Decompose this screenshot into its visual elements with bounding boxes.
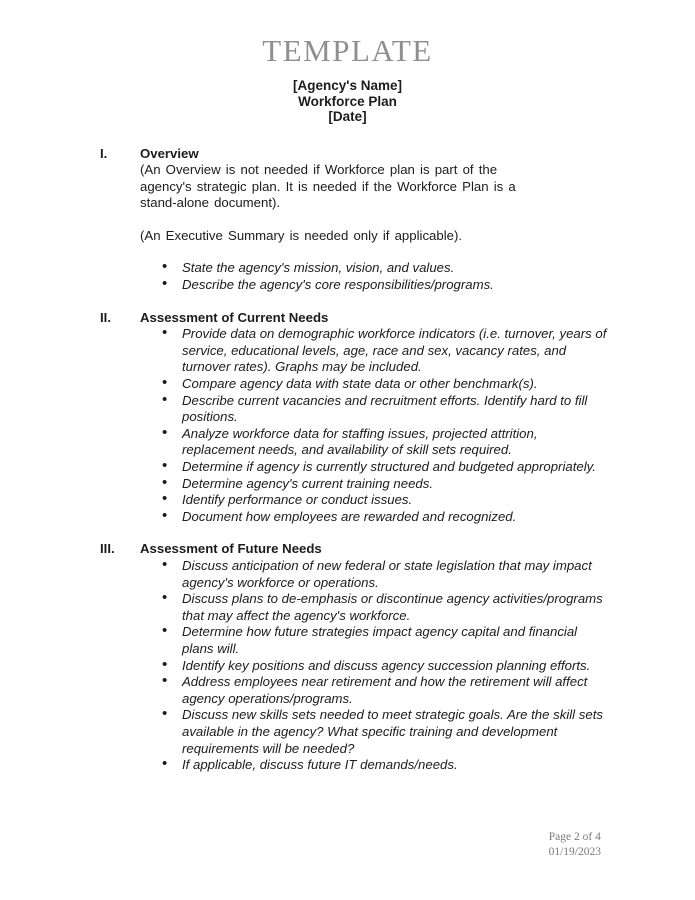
template-watermark: TEMPLATE bbox=[262, 33, 433, 68]
bullet-item: • Provide data on demographic workforce indicators (i.e. turnover, years of service, educational levels, age, race and sex, vacancy rates, and turnover rates). Graphs may be included. bbox=[160, 326, 612, 376]
document-section bbox=[100, 541, 620, 773]
bullet-item: • Describe current vacancies and recruitment efforts. Identify hard to fill positions. bbox=[160, 393, 612, 426]
bullet-item: • Address employees near retirement and how the retirement will affect agency operations/programs. bbox=[160, 674, 612, 707]
section-paragraph: (An Overview is not needed if Workforce plan is part of the agency's strategic plan. It is needed if the Workforce Plan is a stand-alone document). bbox=[140, 162, 516, 211]
doc-title-plan-name: Workforce Plan bbox=[298, 93, 397, 109]
section-heading: Assessment of Current Needs bbox=[140, 309, 329, 325]
section-body bbox=[100, 162, 620, 294]
bullet-list bbox=[100, 558, 620, 774]
bullet-list bbox=[100, 326, 620, 525]
bullet-list bbox=[100, 260, 620, 293]
bullet-item: • Compare agency data with state data or other benchmark(s). bbox=[160, 376, 612, 393]
bullet-item: • Determine if agency is currently structured and budgeted appropriately. bbox=[160, 459, 612, 476]
bullet-item: • Determine agency's current training needs. bbox=[160, 476, 612, 493]
doc-title-block bbox=[0, 78, 695, 125]
section-body bbox=[100, 326, 620, 525]
section-heading: Overview bbox=[140, 145, 199, 161]
bullet-item: • If applicable, discuss future IT demands/needs. bbox=[160, 757, 612, 774]
doc-title-date: [Date] bbox=[328, 109, 367, 124]
document-body bbox=[100, 146, 620, 774]
bullet-item: • Identify performance or conduct issues. bbox=[160, 492, 612, 509]
bullet-item: • Discuss anticipation of new federal or state legislation that may impact agency's workforce or operations. bbox=[160, 558, 612, 591]
bullet-item: • Identify key positions and discuss agency succession planning efforts. bbox=[160, 658, 612, 675]
section-paragraph: (An Executive Summary is needed only if applicable). bbox=[140, 227, 463, 243]
section-heading-row bbox=[100, 146, 620, 163]
bullet-item: • Discuss plans to de-emphasis or discontinue agency activities/programs that may affect the agency's workforce. bbox=[160, 591, 612, 624]
document-section bbox=[100, 146, 620, 294]
section-numeral: III. bbox=[100, 541, 115, 557]
section-heading-row bbox=[100, 310, 620, 327]
bullet-item: • Describe the agency's core responsibilities/programs. bbox=[160, 277, 612, 294]
bullet-item: • Document how employees are rewarded and recognized. bbox=[160, 509, 612, 526]
bullet-item: • Analyze workforce data for staffing issues, projected attrition, replacement needs, and availability of skill sets required. bbox=[160, 426, 612, 459]
section-heading: Assessment of Future Needs bbox=[140, 541, 322, 557]
section-heading-row bbox=[100, 541, 620, 558]
section-numeral: I. bbox=[100, 145, 108, 161]
page-footer bbox=[549, 830, 601, 860]
doc-title-agency-name: [Agency's Name] bbox=[293, 78, 402, 93]
bullet-item: • Determine how future strategies impact agency capital and financial plans will. bbox=[160, 624, 612, 657]
bullet-item: • State the agency's mission, vision, and values. bbox=[160, 260, 612, 277]
document-section bbox=[100, 310, 620, 526]
footer-date: 01/19/2023 bbox=[548, 846, 601, 858]
bullet-item: • Discuss new skills sets needed to meet strategic goals. Are the skill sets available in the agency? What specific training and development requirements will be needed? bbox=[160, 707, 612, 757]
section-body bbox=[100, 558, 620, 774]
footer-page-number: Page 2 of 4 bbox=[548, 831, 601, 843]
section-numeral: II. bbox=[100, 309, 111, 325]
